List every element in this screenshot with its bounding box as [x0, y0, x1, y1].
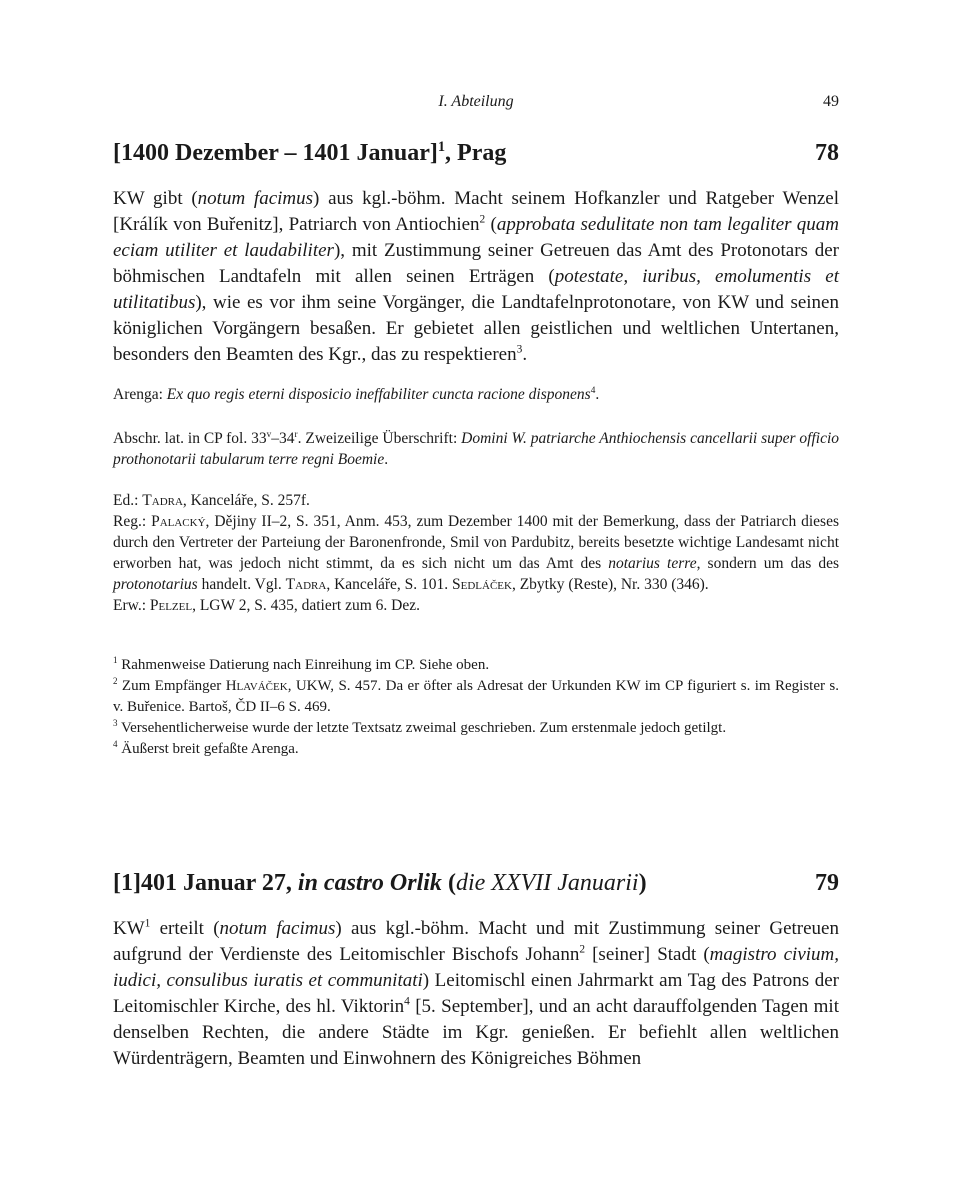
- footnote-ref-4: 4: [404, 995, 410, 1008]
- footnote-number: 2: [113, 676, 118, 686]
- ms-heading-quote: Domini W. patriarche Anthiochensis cancellarii super officio prothonotarii tabularum terre regni Boemie: [113, 430, 840, 468]
- regest-quote: potestate, iuribus, emolumentis et utilitatibus: [113, 266, 839, 313]
- entry-79-place: in castro Orlik: [297, 870, 442, 896]
- regest-text: ) aus kgl.-böhm. Macht und mit Zustimmung seiner Getreuen aufgrund der Verdienste des Leitomischler Bischofs Johann: [113, 918, 839, 965]
- arenga: [113, 384, 839, 405]
- reg-text: , Kanceláře, S. 101.: [326, 576, 452, 593]
- footnote-4: [113, 739, 839, 760]
- bibliography: [113, 490, 839, 616]
- reg-text: , Zbytky (Reste), Nr. 330 (346).: [511, 576, 709, 593]
- reg-term: protonotarius: [113, 576, 198, 593]
- mention-note: [113, 595, 839, 616]
- regest-text: ) aus kgl.-böhm. Macht seinem Hofkanzler und Ratgeber Wenzel [Králík von Buřenitz], Patriarch von Antiochien: [113, 188, 839, 235]
- regest-quote: approbata sedulitate non tam legaliter quam eciam utiliter et laudabiliter: [113, 214, 839, 261]
- footnote-text: Äußerst breit gefaßte Arenga.: [117, 741, 299, 757]
- regest-text: ), wie es vor ihm seine Vorgänger, die Landtafelnprotonotare, von KW und seinen königlichen Vorgängern besaßen. Er gebietet allen geistlichen und weltlichen Untertanen, besonders den Beamten des Kgr., das zu respektieren: [113, 292, 839, 365]
- regest-text: [5. September], und an acht darauffolgenden Tagen mit denselben Rechten, die andere Städte im Kgr. genießen. Er befiehlt allen weltlichen Würdenträgern, Beamten und Einwohnern des Königreiches Böhmen: [113, 996, 839, 1069]
- footnote-ref-1: 1: [144, 917, 151, 930]
- entry-79-paren: (: [441, 870, 456, 896]
- regest-text: KW: [113, 918, 145, 939]
- regest-text: .: [522, 344, 528, 365]
- manuscript-note: [113, 428, 839, 470]
- footnote-1: [113, 655, 839, 676]
- arenga-text: Ex quo regis eterni disposicio ineffabiliter cuncta racione disponens: [166, 386, 591, 403]
- entry-79-original-date: die XXVII Januarii: [455, 870, 639, 896]
- arenga-label: Arenga:: [113, 386, 167, 403]
- entry-79-number: 79: [815, 870, 839, 896]
- footnote-text: Zum Empfänger: [117, 678, 226, 694]
- footnote-text: , UKW, S. 457. Da er öfter als Adresat der Urkunden KW im CP figuriert s. im Register s. v. Buřenice. Bartoš, ČD II–6 S. 469.: [113, 678, 840, 715]
- regest-text: erteilt (: [150, 918, 220, 939]
- author-name: Hlaváček: [225, 678, 288, 694]
- entry-79-heading: [113, 868, 839, 898]
- regest-note: [113, 511, 839, 595]
- regest-text: [seiner] Stadt (: [585, 944, 710, 965]
- footnote-ref-1: 1: [437, 139, 446, 155]
- ed-text: , Kanceláře, S. 257f.: [182, 492, 310, 509]
- regest-text: (: [485, 214, 497, 235]
- author-name: Pelzel: [149, 597, 193, 614]
- footnote-number: 1: [113, 655, 118, 665]
- ed-label: Ed.:: [113, 492, 143, 509]
- ms-text: . Zweizeilige Überschrift:: [297, 430, 462, 447]
- reg-label: Reg.:: [113, 513, 152, 530]
- regest-text: KW gibt (: [113, 188, 198, 209]
- folio-verso: v: [266, 429, 272, 440]
- running-head-title: I. Abteilung: [438, 93, 514, 110]
- entry-78-regest: [113, 186, 839, 368]
- author-name: Sedláček: [452, 576, 512, 593]
- entry-78-date: [1400 Dezember – 1401 Januar]: [113, 140, 438, 166]
- entry-78-number: 78: [815, 140, 839, 166]
- footnote-2: [113, 676, 839, 718]
- reg-text: , Dějiny II–2, S. 351, Anm. 453, zum Dezember 1400 mit der Bemerkung, dass der Patriarch dieses durch den Vertreter der Parteiung der Baronenfronde, Smil von Pardubitz, bereits besetzte wichtige Landesamt nicht erworben hat, was jedoch nicht stimmt, da es sich nicht um das Amt des: [113, 513, 840, 572]
- author-name: Tadra: [142, 492, 183, 509]
- author-name: Palacký: [151, 513, 206, 530]
- footnote-3: [113, 718, 839, 739]
- footnote-text: Versehentlicherweise wurde der letzte Textsatz zweimal geschrieben. Zum erstenmale jedoch getilgt.: [117, 720, 727, 736]
- ms-text: .: [384, 451, 389, 468]
- entry-79-date: [1]401 Januar 27,: [113, 870, 298, 896]
- entry-79-regest: [113, 916, 839, 1072]
- regest-text: ), mit Zustimmung seiner Getreuen das Amt des Protonotars der böhmischen Landtafeln mit allen seinen Erträgen (: [113, 240, 839, 287]
- footnote-text: Rahmenweise Datierung nach Einreihung im CP. Siehe oben.: [117, 657, 490, 673]
- edition-note: [113, 490, 839, 511]
- ms-text: –34: [271, 430, 295, 447]
- reg-term: notarius terre: [608, 555, 697, 572]
- reg-text: , sondern um das des: [696, 555, 840, 572]
- entry-78-heading: [113, 138, 839, 168]
- author-name: Tadra: [285, 576, 327, 593]
- erw-text: , LGW 2, S. 435, datiert zum 6. Dez.: [192, 597, 420, 614]
- regest-text: ) Leitomischl einen Jahrmarkt am Tag des Patrons der Leitomischler Kirche, des hl. Viktorin: [113, 970, 839, 1017]
- regest-quote: magistro civium, iudici, consulibus iuratis et communitati: [113, 944, 840, 991]
- footnote-number: 4: [113, 739, 118, 749]
- footnote-ref-4: 4: [590, 385, 596, 396]
- reg-text: handelt. Vgl.: [197, 576, 286, 593]
- regest-quote: notum facimus: [197, 188, 314, 209]
- footnote-ref-2: 2: [579, 943, 586, 956]
- footnote-ref-2: 2: [479, 213, 486, 226]
- entry-79-paren: ): [638, 870, 647, 896]
- entry-78-place: , Prag: [445, 140, 507, 166]
- erw-label: Erw.:: [113, 597, 150, 614]
- footnotes: [113, 655, 839, 760]
- footnote-number: 3: [113, 718, 118, 728]
- running-head: [113, 93, 839, 117]
- regest-quote: notum facimus: [219, 918, 336, 939]
- arenga-end: .: [595, 386, 600, 403]
- ms-text: Abschr. lat. in CP fol. 33: [113, 430, 267, 447]
- footnote-ref-3: 3: [516, 343, 523, 356]
- folio-recto: r: [294, 429, 298, 440]
- page-number: 49: [823, 93, 839, 110]
